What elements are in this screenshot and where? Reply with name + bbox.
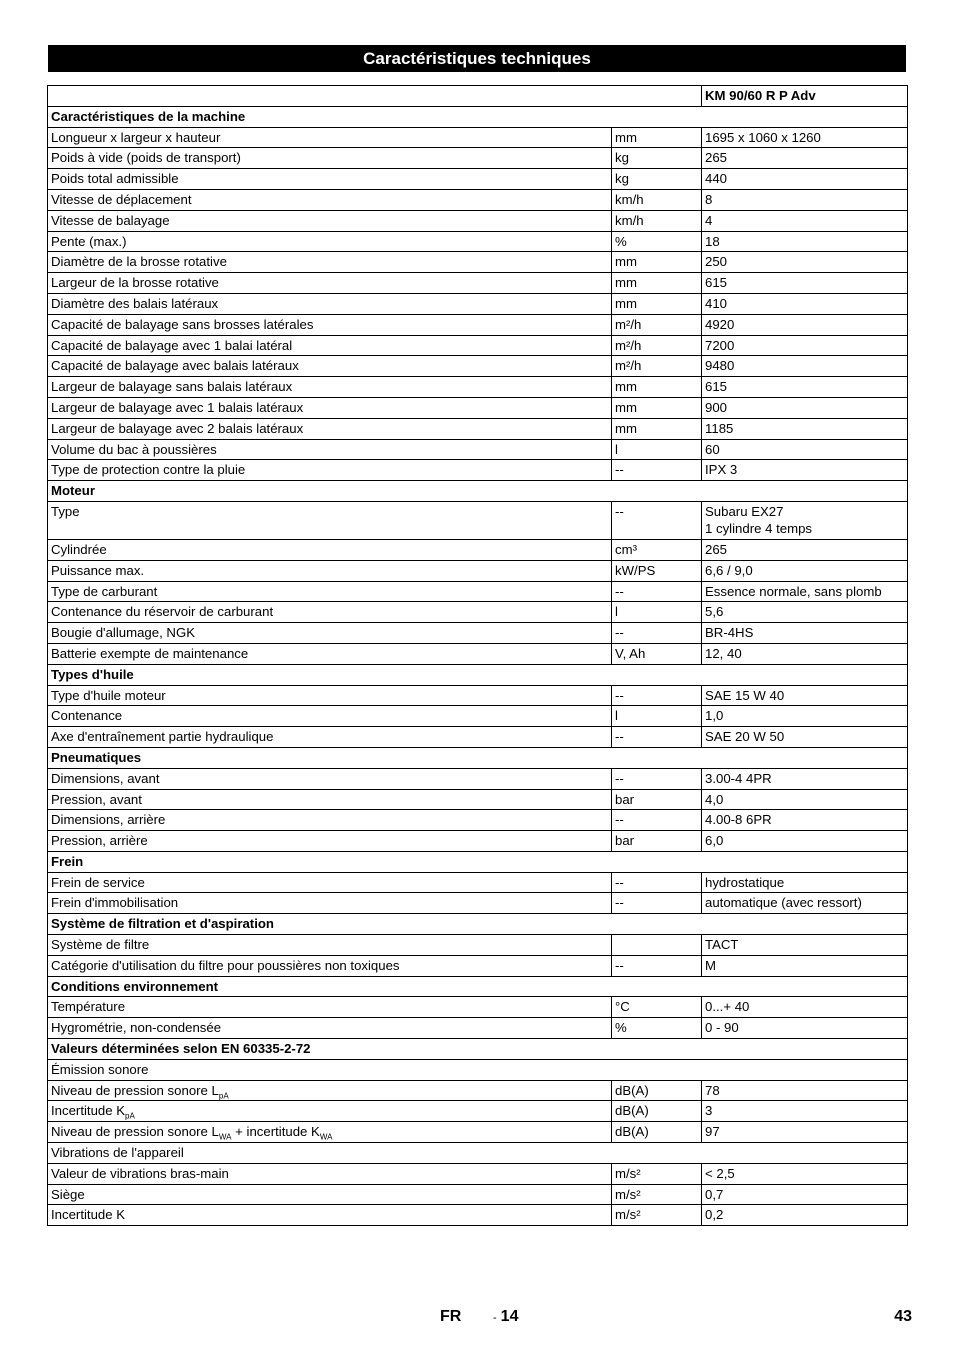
spec-value: 6,6 / 9,0	[702, 560, 908, 581]
spec-unit: mm	[612, 418, 702, 439]
spec-value: IPX 3	[702, 460, 908, 481]
spec-row	[48, 169, 908, 190]
spec-unit: m²/h	[612, 314, 702, 335]
spec-row	[48, 356, 908, 377]
spec-row	[48, 810, 908, 831]
section-heading: Caractéristiques de la machine	[48, 106, 908, 127]
spec-label: Dimensions, avant	[48, 768, 612, 789]
spec-label: Pression, avant	[48, 789, 612, 810]
spec-unit: km/h	[612, 189, 702, 210]
spec-row	[48, 293, 908, 314]
spec-unit: °C	[612, 997, 702, 1018]
spec-label: Incertitude $K_{pA}$	[48, 1101, 612, 1122]
page-title: Caractéristiques techniques	[48, 45, 906, 72]
spec-row	[48, 252, 908, 273]
spec-row	[48, 623, 908, 644]
spec-unit: dB(A)	[612, 1080, 702, 1101]
spec-row	[48, 935, 908, 956]
spec-label: Capacité de balayage avec balais latéraux	[48, 356, 612, 377]
spec-value: 3.00-4 4PR	[702, 768, 908, 789]
specs-table	[47, 85, 908, 1226]
spec-label: Axe d'entraînement partie hydraulique	[48, 727, 612, 748]
spec-value: 7200	[702, 335, 908, 356]
spec-label: Diamètre des balais latéraux	[48, 293, 612, 314]
spec-label: Largeur de balayage avec 1 balais latéraux	[48, 397, 612, 418]
subheading: Émission sonore	[48, 1059, 908, 1080]
spec-unit: cm³	[612, 539, 702, 560]
spec-value: 265	[702, 539, 908, 560]
spec-value: 0 - 90	[702, 1018, 908, 1039]
spec-value: 3	[702, 1101, 908, 1122]
spec-row	[48, 1205, 908, 1226]
spec-label: Système de filtre	[48, 935, 612, 956]
spec-label: Type d'huile moteur	[48, 685, 612, 706]
spec-row	[48, 501, 908, 539]
spec-value: 1,0	[702, 706, 908, 727]
footer-page-number: 43	[894, 1308, 912, 1325]
spec-unit: --	[612, 955, 702, 976]
spec-label: Frein d'immobilisation	[48, 893, 612, 914]
spec-value: TACT	[702, 935, 908, 956]
spec-row	[48, 189, 908, 210]
spec-unit: mm	[612, 293, 702, 314]
spec-row	[48, 872, 908, 893]
spec-unit: l	[612, 439, 702, 460]
spec-unit: bar	[612, 831, 702, 852]
section-heading: Moteur	[48, 481, 908, 502]
spec-value: BR-4HS	[702, 623, 908, 644]
spec-row	[48, 955, 908, 976]
spec-label: Contenance du réservoir de carburant	[48, 602, 612, 623]
spec-value: 6,0	[702, 831, 908, 852]
spec-row	[48, 1080, 908, 1101]
spec-label: Bougie d'allumage, NGK	[48, 623, 612, 644]
spec-row	[48, 335, 908, 356]
spec-label: Pression, arrière	[48, 831, 612, 852]
spec-unit: --	[612, 581, 702, 602]
spec-label: Niveau de pression sonore $L_{pA}$	[48, 1080, 612, 1101]
footer-local-page	[493, 1308, 518, 1326]
spec-value: 78	[702, 1080, 908, 1101]
subheading-row	[48, 1143, 908, 1164]
spec-value: 615	[702, 273, 908, 294]
spec-row	[48, 1101, 908, 1122]
footer-language: FR	[440, 1308, 462, 1325]
spec-value: 60	[702, 439, 908, 460]
spec-label: Batterie exempte de maintenance	[48, 643, 612, 664]
spec-unit: m²/h	[612, 356, 702, 377]
spec-unit: l	[612, 706, 702, 727]
spec-value: < 2,5	[702, 1163, 908, 1184]
spec-unit: --	[612, 810, 702, 831]
spec-label: Dimensions, arrière	[48, 810, 612, 831]
subheading-row	[48, 1059, 908, 1080]
section-heading: Système de filtration et d'aspiration	[48, 914, 908, 935]
section-heading-row	[48, 976, 908, 997]
spec-unit: mm	[612, 273, 702, 294]
spec-label: Poids total admissible	[48, 169, 612, 190]
spec-row	[48, 768, 908, 789]
spec-label: Cylindrée	[48, 539, 612, 560]
section-heading-row	[48, 851, 908, 872]
spec-unit: mm	[612, 252, 702, 273]
spec-label: Largeur de la brosse rotative	[48, 273, 612, 294]
spec-unit: --	[612, 893, 702, 914]
spec-label: Capacité de balayage sans brosses latérales	[48, 314, 612, 335]
spec-value: M	[702, 955, 908, 976]
spec-label: Niveau de pression sonore $L_{WA}$ + incertitude $K_{WA}$	[48, 1122, 612, 1143]
spec-row	[48, 377, 908, 398]
spec-label: Diamètre de la brosse rotative	[48, 252, 612, 273]
spec-value: 250	[702, 252, 908, 273]
spec-label: Longueur x largeur x hauteur	[48, 127, 612, 148]
spec-label: Siège	[48, 1184, 612, 1205]
section-heading: Frein	[48, 851, 908, 872]
spec-value: hydrostatique	[702, 872, 908, 893]
spec-label: Hygrométrie, non-condensée	[48, 1018, 612, 1039]
spec-row	[48, 539, 908, 560]
spec-value: 0...+ 40	[702, 997, 908, 1018]
spec-row	[48, 581, 908, 602]
section-heading-row	[48, 1039, 908, 1060]
spec-unit: mm	[612, 377, 702, 398]
spec-label: Température	[48, 997, 612, 1018]
model-header-empty	[48, 86, 702, 107]
spec-row	[48, 1163, 908, 1184]
spec-unit: dB(A)	[612, 1122, 702, 1143]
spec-label: Contenance	[48, 706, 612, 727]
spec-value: 9480	[702, 356, 908, 377]
spec-row	[48, 727, 908, 748]
spec-row	[48, 439, 908, 460]
spec-row	[48, 231, 908, 252]
spec-label: Vitesse de balayage	[48, 210, 612, 231]
spec-row	[48, 893, 908, 914]
spec-row	[48, 1122, 908, 1143]
spec-row	[48, 273, 908, 294]
spec-label: Type	[48, 501, 612, 539]
spec-label: Incertitude K	[48, 1205, 612, 1226]
spec-unit: mm	[612, 397, 702, 418]
section-heading-row	[48, 747, 908, 768]
spec-value: 12, 40	[702, 643, 908, 664]
spec-value: 0,7	[702, 1184, 908, 1205]
spec-value: 97	[702, 1122, 908, 1143]
spec-row	[48, 789, 908, 810]
spec-row	[48, 210, 908, 231]
spec-unit: --	[612, 727, 702, 748]
spec-unit: bar	[612, 789, 702, 810]
spec-value: automatique (avec ressort)	[702, 893, 908, 914]
spec-label: Type de carburant	[48, 581, 612, 602]
spec-value: 5,6	[702, 602, 908, 623]
section-heading-row	[48, 481, 908, 502]
spec-unit: --	[612, 460, 702, 481]
spec-row	[48, 602, 908, 623]
footer-page-dash: -	[493, 1312, 497, 1324]
spec-unit: kW/PS	[612, 560, 702, 581]
spec-row	[48, 127, 908, 148]
spec-label: Vitesse de déplacement	[48, 189, 612, 210]
spec-value: 900	[702, 397, 908, 418]
section-heading: Conditions environnement	[48, 976, 908, 997]
spec-value: 1185	[702, 418, 908, 439]
spec-value: 615	[702, 377, 908, 398]
model-name: KM 90/60 R P Adv	[702, 86, 908, 107]
spec-label: Type de protection contre la pluie	[48, 460, 612, 481]
spec-row	[48, 314, 908, 335]
spec-row	[48, 831, 908, 852]
spec-row	[48, 685, 908, 706]
spec-value: 4	[702, 210, 908, 231]
spec-value: 265	[702, 148, 908, 169]
spec-value: 4,0	[702, 789, 908, 810]
subheading: Vibrations de l'appareil	[48, 1143, 908, 1164]
spec-value: 1695 x 1060 x 1260	[702, 127, 908, 148]
section-heading: Types d'huile	[48, 664, 908, 685]
spec-unit: %	[612, 1018, 702, 1039]
spec-unit: km/h	[612, 210, 702, 231]
spec-label: Pente (max.)	[48, 231, 612, 252]
spec-label: Valeur de vibrations bras-main	[48, 1163, 612, 1184]
spec-unit: kg	[612, 148, 702, 169]
spec-value: 4920	[702, 314, 908, 335]
spec-value: 0,2	[702, 1205, 908, 1226]
spec-label: Poids à vide (poids de transport)	[48, 148, 612, 169]
spec-label: Puissance max.	[48, 560, 612, 581]
spec-label: Largeur de balayage avec 2 balais latéraux	[48, 418, 612, 439]
spec-unit: mm	[612, 127, 702, 148]
section-heading-row	[48, 914, 908, 935]
spec-unit: --	[612, 623, 702, 644]
spec-row	[48, 643, 908, 664]
spec-label: Largeur de balayage sans balais latéraux	[48, 377, 612, 398]
spec-unit: --	[612, 501, 702, 539]
spec-value: SAE 15 W 40	[702, 685, 908, 706]
spec-value: SAE 20 W 50	[702, 727, 908, 748]
spec-row	[48, 460, 908, 481]
spec-unit: m/s²	[612, 1184, 702, 1205]
spec-label: Frein de service	[48, 872, 612, 893]
footer-local-page-number: 14	[500, 1308, 519, 1325]
spec-value: 440	[702, 169, 908, 190]
spec-unit: kg	[612, 169, 702, 190]
section-heading-row	[48, 664, 908, 685]
spec-value: 8	[702, 189, 908, 210]
spec-value: Essence normale, sans plomb	[702, 581, 908, 602]
spec-value: 18	[702, 231, 908, 252]
spec-unit: --	[612, 872, 702, 893]
model-header-row	[48, 86, 908, 107]
spec-label: Volume du bac à poussières	[48, 439, 612, 460]
spec-unit: dB(A)	[612, 1101, 702, 1122]
spec-value: 410	[702, 293, 908, 314]
spec-row	[48, 560, 908, 581]
spec-row	[48, 1184, 908, 1205]
spec-unit: l	[612, 602, 702, 623]
spec-unit: m²/h	[612, 335, 702, 356]
section-heading: Pneumatiques	[48, 747, 908, 768]
spec-value: Subaru EX27 1 cylindre 4 temps	[702, 501, 908, 539]
spec-unit: --	[612, 768, 702, 789]
spec-row	[48, 418, 908, 439]
spec-unit: %	[612, 231, 702, 252]
spec-unit	[612, 935, 702, 956]
spec-unit: m/s²	[612, 1205, 702, 1226]
spec-row	[48, 706, 908, 727]
spec-unit: V, Ah	[612, 643, 702, 664]
spec-row	[48, 997, 908, 1018]
spec-row	[48, 148, 908, 169]
section-heading: Valeurs déterminées selon EN 60335-2-72	[48, 1039, 908, 1060]
spec-unit: m/s²	[612, 1163, 702, 1184]
section-heading-row	[48, 106, 908, 127]
spec-row	[48, 397, 908, 418]
spec-unit: --	[612, 685, 702, 706]
spec-value: 4.00-8 6PR	[702, 810, 908, 831]
spec-label: Capacité de balayage avec 1 balai latéral	[48, 335, 612, 356]
spec-label: Catégorie d'utilisation du filtre pour poussières non toxiques	[48, 955, 612, 976]
spec-row	[48, 1018, 908, 1039]
